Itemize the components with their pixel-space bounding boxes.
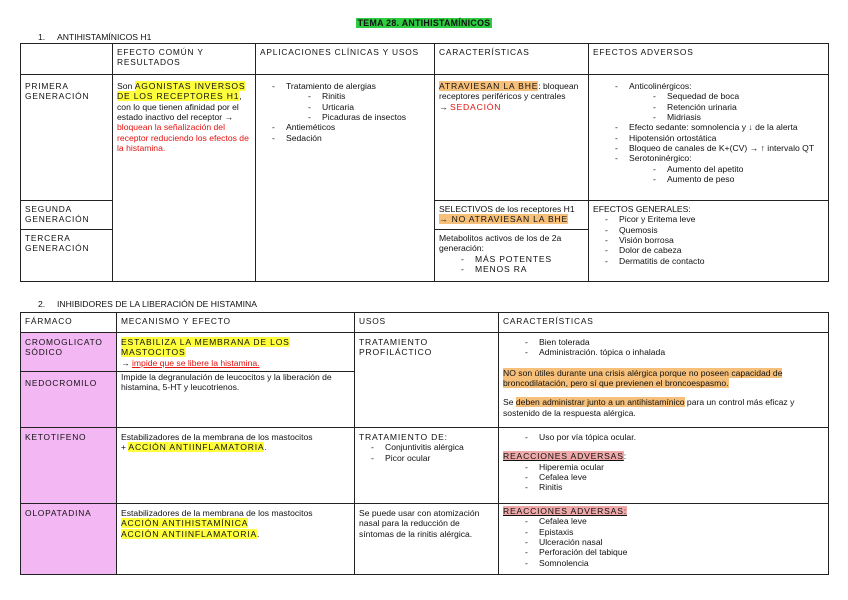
usos-olopatadina: Se puede usar con atomización nasal para la reducción de síntomas de la rinitis alérgica.: [355, 503, 499, 574]
row-segunda-generacion: SEGUNDA GENERACIÓN: [21, 201, 113, 230]
caracteristicas-olopatadina: REACCIONES ADVERSAS: - Cefalea leve - Epistaxis - Ulceración nasal - Perforación del tabique - Somnolencia: [499, 503, 829, 574]
usos-profilactico: TRATAMIENTO PROFILÁCTICO: [355, 333, 499, 428]
col-header-caracteristicas: CARACTERÍSTICAS: [435, 44, 589, 75]
inhibidores-table: [20, 312, 829, 575]
section-2-heading: 2. INHIBIDORES DE LA LIBERACIÓN DE HISTAMINA: [38, 299, 257, 309]
farmaco-cromoglicato: CROMOGLICATO SÓDICO: [21, 333, 117, 372]
col-header-adversos: EFECTOS ADVERSOS: [589, 44, 829, 75]
adversos-primera: - Anticolinérgicos: - Sequedad de boca - Retención urinaria - Midriasis - Efecto sedante: somnolencia y ↓ de la alerta - Hipotensión ortostática - Bloqueo de canales de K+(CV) → ↑ intervalo QT - Serotoninérgico: - Aumento del apetito - Aumento de peso: [589, 75, 829, 201]
row-tercera-generacion: TERCERA GENERACIÓN: [21, 230, 113, 282]
mecanismo-nedocromilo: Impide la degranulación de leucocitos y la liberación de histamina, 5-HT y leucotrienos.: [117, 371, 355, 427]
mecanismo-cromoglicato: ESTABILIZA LA MEMBRANA DE LOS MASTOCITOS → impide que se libere la histamina.: [117, 333, 355, 372]
section-1-heading: 1. ANTIHISTAMÍNICOS H1: [38, 32, 152, 42]
col-header-caracteristicas-2: CARACTERÍSTICAS: [499, 313, 829, 333]
caracteristicas-ketotifeno: - Uso por vía tópica ocular. REACCIONES ADVERSAS: - Hiperemia ocular - Cefalea leve - Rinitis: [499, 427, 829, 503]
usos-ketotifeno: TRATAMIENTO DE: - Conjuntivitis alérgica - Picor ocular: [355, 427, 499, 503]
caracteristicas-primera: ATRAVIESAN LA BHE: bloquean receptores periféricos y centrales → SEDACIÓN: [435, 75, 589, 201]
col-header-efecto: EFECTO COMÚN Y RESULTADOS: [113, 44, 256, 75]
aplicaciones-cell: - Tratamiento de alergias - Rinitis - Urticaria - Picaduras de insectos - Antieméticos - Sedación: [256, 75, 435, 282]
caracteristicas-cromo-nedo: - Bien tolerada - Administración. tópica o inhalada NO son útiles durante una crisis alérgica porque no poseen capacidad de broncodilatación, pero sí que previenen el broncoespasmo. Se deben administrar junto a un antihistamínico para un control más eficaz y sostenido de la respuesta alérgica.: [499, 333, 829, 428]
table1-corner: [21, 44, 113, 75]
antihistaminicos-table: [20, 43, 829, 282]
mecanismo-olopatadina: Estabilizadores de la membrana de los mastocitos ACCIÓN ANTIHISTAMÍNICA ACCIÓN ANTIINFLAMATORIA.: [117, 503, 355, 574]
col-header-aplicaciones: APLICACIONES CLÍNICAS Y USOS: [256, 44, 435, 75]
page-title: TEMA 28. ANTIHISTAMÍNICOS: [357, 18, 491, 28]
adversos-generales: EFECTOS GENERALES: - Picor y Eritema leve - Quemosis - Visión borrosa - Dolor de cabeza - Dermatitis de contacto: [589, 201, 829, 282]
farmaco-nedocromilo: NEDOCROMILO: [21, 371, 117, 427]
row-primera-generacion: PRIMERA GENERACIÓN: [21, 75, 113, 201]
caracteristicas-segunda: SELECTIVOS de los receptores H1 → NO ATRAVIESAN LA BHE: [435, 201, 589, 230]
col-header-usos: USOS: [355, 313, 499, 333]
col-header-farmaco: FÁRMACO: [21, 313, 117, 333]
efecto-comun-cell: Son AGONISTAS INVERSOS DE LOS RECEPTORES H1, con lo que tienen afinidad por el estado inactivo del receptor → bloquean la señalización del receptor reduciendo los efectos de la histamina.: [113, 75, 256, 282]
col-header-mecanismo: MECANISMO Y EFECTO: [117, 313, 355, 333]
caracteristicas-tercera: Metabolitos activos de los de 2a generación: - MÁS POTENTES - MENOS RA: [435, 230, 589, 282]
farmaco-olopatadina: OLOPATADINA: [21, 503, 117, 574]
farmaco-ketotifeno: KETOTIFENO: [21, 427, 117, 503]
mecanismo-ketotifeno: Estabilizadores de la membrana de los mastocitos + ACCIÓN ANTIINFLAMATORIA.: [117, 427, 355, 503]
